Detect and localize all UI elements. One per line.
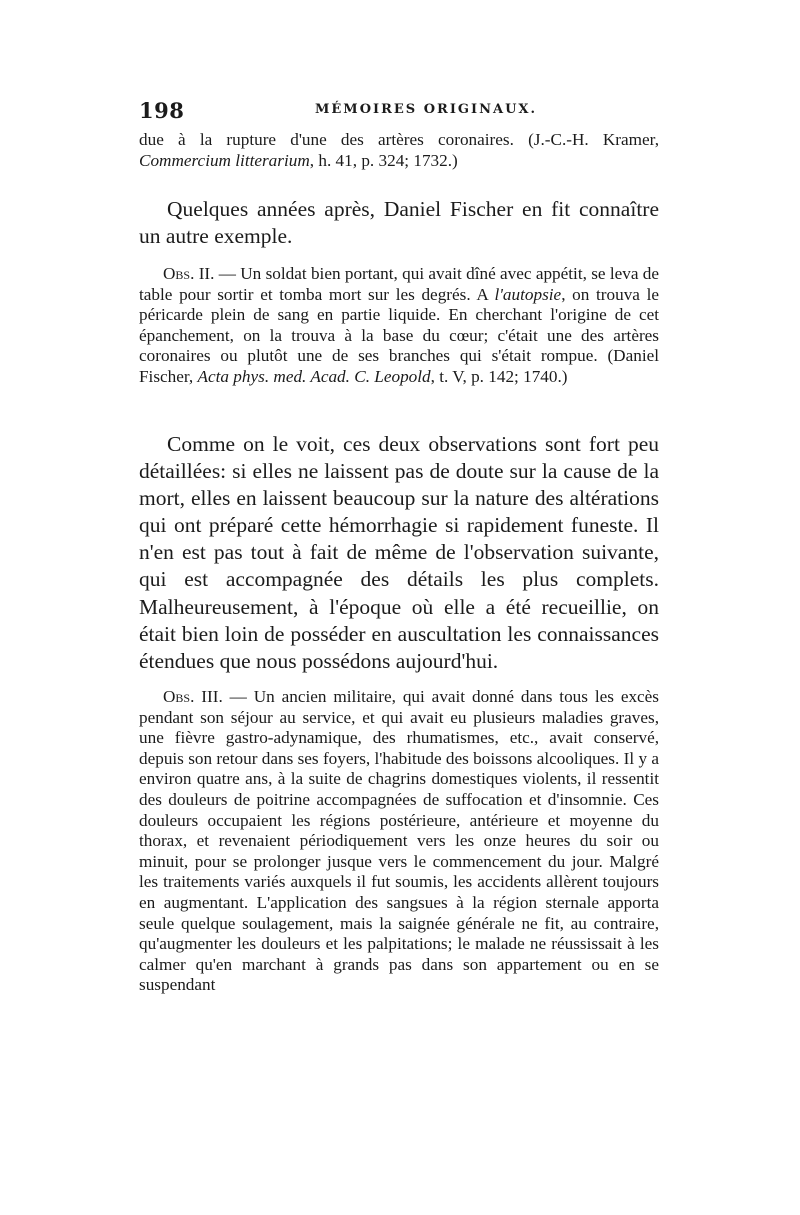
observation-3 — [139, 687, 659, 996]
observation-3-label: Obs. III. — [163, 687, 223, 706]
observation-2-reference: , t. V, p. 142; 1740.) — [430, 366, 568, 386]
intro-citation — [139, 130, 659, 171]
page-number: 198 — [139, 98, 185, 123]
observation-3-text: — Un ancien militaire, qui avait donné dans tous les excès pendant son séjour au service, et qui avait eu plusieurs maladies graves, une fièvre gastro-adynamique, des rhumatismes, etc., avait conservé, depuis son retour dans ses foyers, l'habitude des boissons alcooliques. Il y a environ quatre ans, à la suite de chagrins domestiques violents, il ressentit des douleurs de poitrine accompagnées de suffocation et d'insomnie. Ces douleurs occupaient les régions postérieure, antérieure et moyenne du thorax, et revenaient périodiquement vers les onze heures du soir ou minuit, pour se prolonger jusque vers le commencement du jour. Malgré les traitements variés auxquels il fut soumis, les accidents allèrent toujours en augmentant. L'application des sangsues à la région sternale apporta seule quelque soulagement, mais la saignée générale ne fit, au contraire, qu'augmenter les douleurs et les palpitations; le malade ne réussissait à les calmer qu'en marchant à grands pas dans son appartement ou en se suspendant — [139, 687, 659, 995]
observation-2 — [139, 264, 659, 388]
intro-text: due à la rupture d'une des artères coronaires. (J.-C.-H. Kramer, — [139, 130, 659, 149]
observation-2-label: Obs. II. — [163, 264, 215, 283]
observation-2-text: — Un soldat bien portant, qui avait dîné avec appétit, se leva de table pour sortir et tomba mort sur les degrés. A — [139, 264, 659, 304]
observation-2-italic-source: Acta phys. med. Acad. C. Leopold — [197, 366, 431, 386]
observation-2-italic-autopsie: l'autopsie — [494, 284, 562, 304]
paragraph-commentary: Comme on le voit, ces deux observations sont fort peu détaillées: si elles ne laissent pas de doute sur la cause de la mort, elles en laissent beaucoup sur la nature des altérations qui ont préparé cette hémorrhagie si rapidement funeste. Il n'en est pas tout à fait de même de l'observation suivante, qui est accompagnée des détails les plus complets. Malheureusement, à l'époque où elle a été recueillie, on était bien loin de posséder en auscultation les connaissances étendues que nous possédons aujourd'hui. — [139, 432, 659, 673]
intro-italic-title: Commercium litterarium — [139, 150, 310, 170]
running-head: MÉMOIRES ORIGINAUX. — [315, 102, 538, 117]
intro-reference: , h. 41, p. 324; 1732.) — [309, 150, 458, 170]
observation-2-text-cont: , on trouva le péricarde plein de sang en partie liquide. En cherchant l'origine de cet épanchement, on la trouva à la base du cœur; c'était une des artères coronaires ou plutôt une de ses branches qui s'était rompue. (Daniel Fischer, — [139, 284, 659, 386]
paragraph-fischer-intro: Quelques années après, Daniel Fischer en fit connaître un autre exemple. — [139, 197, 659, 249]
page-header — [139, 98, 669, 128]
